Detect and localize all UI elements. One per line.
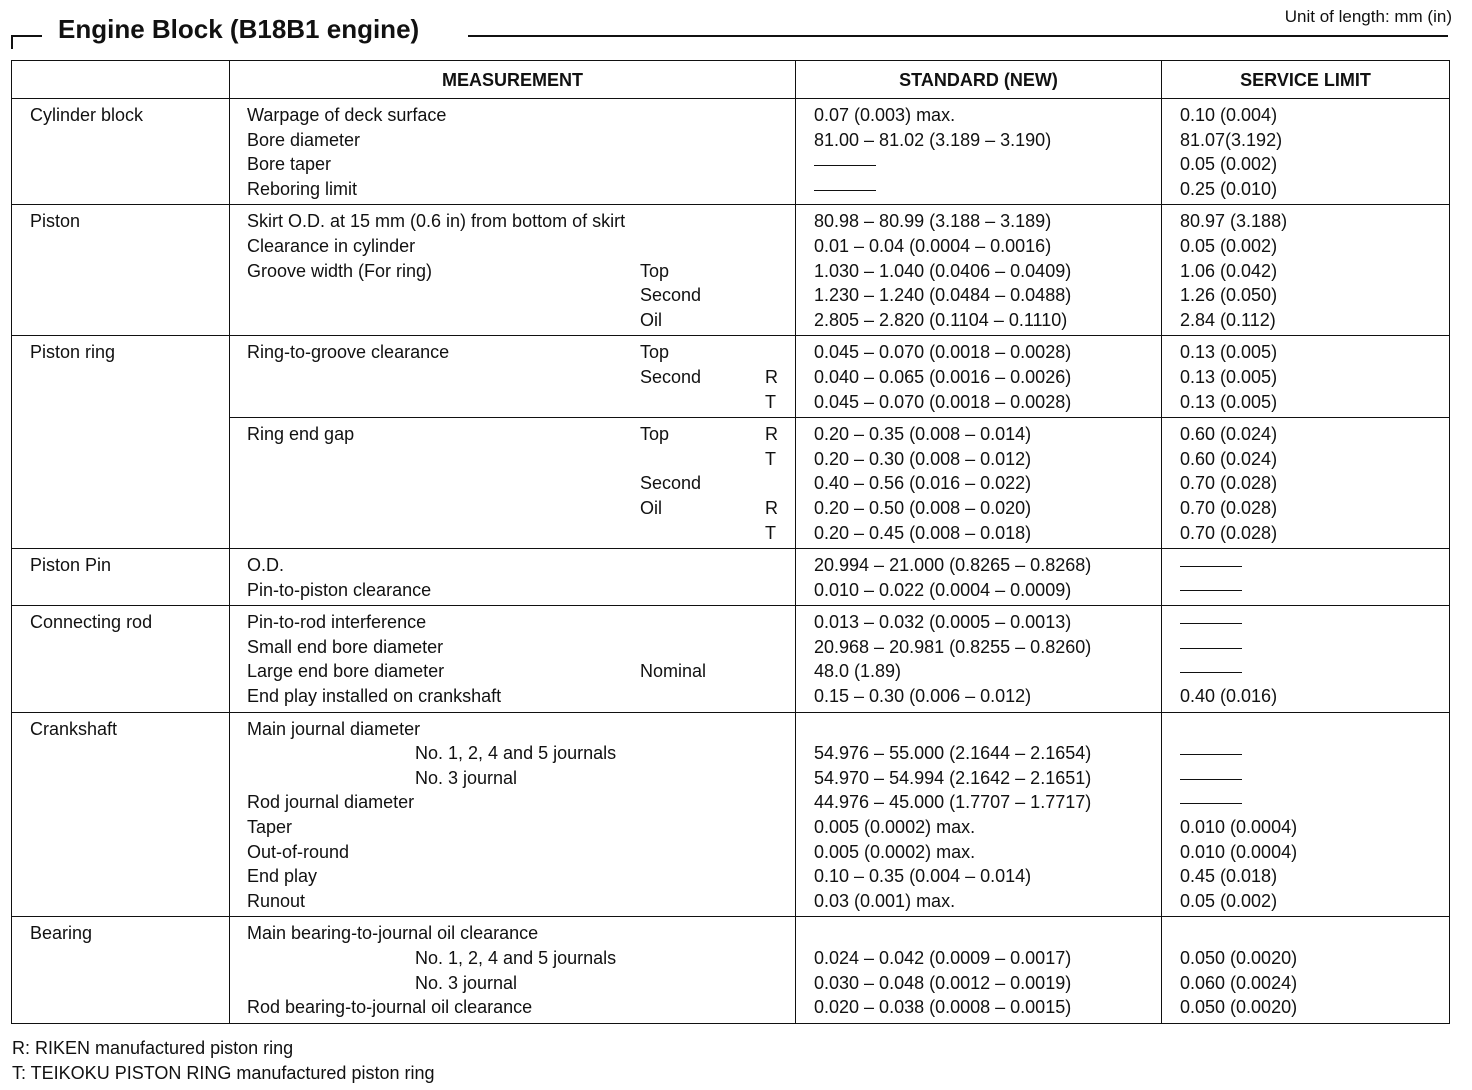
standard-value: 0.005 (0.0002) max.: [814, 817, 976, 838]
item-label: Rod bearing-to-journal oil clearance: [247, 997, 533, 1018]
maker-code: T: [765, 522, 776, 543]
limit-value: 0.70 (0.028): [1180, 522, 1278, 543]
item-label: Main journal diameter: [247, 718, 421, 739]
item-label: Skirt O.D. at 15 mm (0.6 in) from bottom of skirt: [247, 211, 626, 232]
sub-label: Top: [640, 260, 670, 281]
standard-value: 0.20 – 0.35 (0.008 – 0.014): [814, 424, 1032, 445]
not-applicable-dash: [1180, 623, 1242, 624]
item-label: Ring-to-groove clearance: [247, 342, 450, 363]
measurement-cell: [230, 336, 796, 418]
item-label: Warpage of deck surface: [247, 105, 447, 125]
standard-value: 0.010 – 0.022 (0.0004 – 0.0009): [814, 579, 1072, 600]
standard-cell: [796, 418, 1162, 549]
item-label: Main bearing-to-journal oil clearance: [247, 923, 539, 944]
standard-cell: [796, 336, 1162, 418]
item-label: Clearance in cylinder: [247, 235, 416, 256]
standard-value: 54.970 – 54.994 (2.1642 – 2.1651): [814, 767, 1092, 788]
item-label: End play: [247, 866, 318, 887]
item-label: Taper: [247, 817, 293, 838]
not-applicable-dash: [1180, 590, 1242, 591]
standard-value: 0.045 – 0.070 (0.0018 – 0.0028): [814, 342, 1072, 363]
standard-value: 20.968 – 20.981 (0.8255 – 0.8260): [814, 636, 1092, 657]
limit-value: 0.060 (0.0024): [1180, 972, 1298, 993]
header-row: [12, 61, 1450, 99]
row-bearing: [12, 917, 1450, 1023]
limit-cell: [1162, 549, 1450, 606]
limit-value: 0.13 (0.005): [1180, 391, 1278, 412]
item-label: O.D.: [247, 555, 285, 576]
limit-value: 0.050 (0.0020): [1180, 948, 1298, 968]
maker-code: R: [765, 497, 778, 518]
category-crankshaft: Crankshaft: [12, 712, 230, 917]
standard-value: 0.013 – 0.032 (0.0005 – 0.0013): [814, 612, 1072, 633]
limit-cell: [1162, 712, 1450, 917]
maker-code: T: [765, 391, 776, 412]
category-cylinder-block: Cylinder block: [12, 99, 230, 205]
row-piston-pin: [12, 549, 1450, 606]
item-label: Bore diameter: [247, 129, 361, 150]
limit-value: 0.13 (0.005): [1180, 366, 1278, 387]
not-applicable-dash: [1180, 672, 1242, 673]
measurement-cell: [230, 205, 796, 336]
limit-value: 1.06 (0.042): [1180, 260, 1278, 281]
standard-value: 0.03 (0.001) max.: [814, 890, 956, 911]
standard-cell: [796, 99, 1162, 205]
item-label: Out-of-round: [247, 841, 350, 862]
row-connecting-rod: [12, 606, 1450, 712]
standard-cell: [796, 712, 1162, 917]
not-applicable-dash: [1180, 779, 1242, 780]
standard-value: 0.20 – 0.50 (0.008 – 0.020): [814, 497, 1032, 518]
maker-code: T: [765, 448, 776, 469]
row-cylinder-block: [12, 99, 1450, 205]
standard-cell: [796, 205, 1162, 336]
category-connecting-rod: Connecting rod: [12, 606, 230, 712]
standard-value: 0.045 – 0.070 (0.0018 – 0.0028): [814, 391, 1072, 412]
limit-value: 0.25 (0.010): [1180, 178, 1278, 199]
limit-value: 0.10 (0.004): [1180, 105, 1278, 125]
standard-cell: [796, 606, 1162, 712]
category-piston-pin: Piston Pin: [12, 549, 230, 606]
footnote-t: T: TEIKOKU PISTON RING manufactured piston ring: [12, 1063, 435, 1083]
not-applicable-dash: [1180, 803, 1242, 804]
standard-value: 0.07 (0.003) max.: [814, 105, 956, 125]
category-piston: Piston: [12, 205, 230, 336]
sub-label: Second: [640, 285, 702, 306]
limit-value: 80.97 (3.188): [1180, 211, 1288, 232]
standard-value: 0.01 – 0.04 (0.0004 – 0.0016): [814, 235, 1052, 256]
title-rule-tick: [11, 35, 13, 49]
standard-value: 0.20 – 0.30 (0.008 – 0.012): [814, 448, 1032, 469]
item-label: Pin-to-rod interference: [247, 612, 427, 633]
header-blank: [12, 61, 230, 99]
not-applicable-dash: [1180, 754, 1242, 755]
standard-value: 0.20 – 0.45 (0.008 – 0.018): [814, 522, 1032, 543]
standard-value: 80.98 – 80.99 (3.188 – 3.189): [814, 211, 1052, 232]
maker-code: R: [765, 424, 778, 445]
item-label: Small end bore diameter: [247, 636, 444, 657]
limit-cell: [1162, 418, 1450, 549]
limit-value: 1.26 (0.050): [1180, 285, 1278, 306]
item-label: No. 1, 2, 4 and 5 journals: [415, 743, 617, 764]
sub-label: Top: [640, 424, 670, 445]
limit-value: 0.010 (0.0004): [1180, 841, 1298, 862]
measurement-cell: [230, 549, 796, 606]
standard-value: 81.00 – 81.02 (3.189 – 3.190): [814, 129, 1052, 150]
limit-cell: [1162, 606, 1450, 712]
standard-cell: [796, 917, 1162, 1023]
title-rule-left: [12, 35, 42, 37]
not-applicable-dash: [1180, 648, 1242, 649]
item-label: Bore taper: [247, 154, 332, 175]
standard-value: 0.020 – 0.038 (0.0008 – 0.0015): [814, 997, 1072, 1018]
item-label: Ring end gap: [247, 424, 355, 445]
standard-value: 0.040 – 0.065 (0.0016 – 0.0026): [814, 366, 1072, 387]
row-crankshaft: [12, 712, 1450, 917]
standard-value: 54.976 – 55.000 (2.1644 – 2.1654): [814, 743, 1092, 764]
measurement-cell: [230, 99, 796, 205]
limit-value: 0.45 (0.018): [1180, 866, 1278, 887]
measurement-cell: [230, 418, 796, 549]
limit-value: 2.84 (0.112): [1180, 309, 1276, 330]
item-label: End play installed on crankshaft: [247, 686, 502, 707]
limit-value: 0.40 (0.016): [1180, 686, 1278, 707]
category-piston-ring: Piston ring: [12, 336, 230, 549]
standard-value: 48.0 (1.89): [814, 661, 902, 682]
standard-value: 44.976 – 45.000 (1.7707 – 1.7717): [814, 792, 1092, 813]
not-applicable-dash: [814, 190, 876, 191]
limit-value: 0.010 (0.0004): [1180, 817, 1298, 838]
limit-value: 0.60 (0.024): [1180, 424, 1278, 445]
item-label: Large end bore diameter: [247, 661, 445, 682]
standard-value: 2.805 – 2.820 (0.1104 – 0.1110): [814, 309, 1068, 330]
page-title: Engine Block (B18B1 engine): [52, 14, 425, 45]
not-applicable-dash: [814, 165, 876, 166]
header-measurement: MEASUREMENT: [230, 61, 796, 99]
standard-value: 1.030 – 1.040 (0.0406 – 0.0409): [814, 260, 1072, 281]
standard-cell: [796, 549, 1162, 606]
row-piston: [12, 205, 1450, 336]
sub-label: Nominal: [640, 661, 707, 682]
row-piston-ring-groove: [12, 336, 1450, 418]
header-standard: STANDARD (NEW): [796, 61, 1162, 99]
item-label: Rod journal diameter: [247, 792, 415, 813]
item-label: Pin-to-piston clearance: [247, 579, 432, 600]
sub-label: Top: [640, 342, 670, 363]
maker-code: R: [765, 366, 778, 387]
item-label: Runout: [247, 890, 306, 911]
limit-value: 0.05 (0.002): [1180, 890, 1278, 911]
measurement-cell: [230, 712, 796, 917]
measurement-cell: [230, 606, 796, 712]
footnotes: [12, 1036, 435, 1086]
item-label: No. 3 journal: [415, 972, 518, 993]
sub-label: Second: [640, 366, 702, 387]
limit-cell: [1162, 917, 1450, 1023]
limit-value: 0.60 (0.024): [1180, 448, 1278, 469]
sub-label: Oil: [640, 497, 662, 518]
standard-value: 0.030 – 0.048 (0.0012 – 0.0019): [814, 972, 1072, 993]
limit-value: 0.05 (0.002): [1180, 154, 1278, 175]
limit-cell: [1162, 99, 1450, 205]
item-label: No. 3 journal: [415, 767, 518, 788]
sub-label: Second: [640, 473, 702, 494]
limit-cell: [1162, 205, 1450, 336]
measurement-cell: [230, 917, 796, 1023]
limit-value: 0.70 (0.028): [1180, 497, 1278, 518]
spec-table: [11, 60, 1450, 1024]
not-applicable-dash: [1180, 566, 1242, 567]
standard-value: 0.40 – 0.56 (0.016 – 0.022): [814, 473, 1032, 494]
limit-value: 0.05 (0.002): [1180, 235, 1278, 256]
limit-value: 0.13 (0.005): [1180, 342, 1278, 363]
item-label: Reboring limit: [247, 178, 358, 199]
footnote-r: R: RIKEN manufactured piston ring: [12, 1038, 294, 1058]
unit-note: Unit of length: mm (in): [1284, 7, 1452, 26]
standard-value: 0.024 – 0.042 (0.0009 – 0.0017): [814, 948, 1072, 968]
title-rule-right: [468, 35, 1448, 37]
sub-label: Oil: [640, 309, 662, 330]
standard-value: 0.005 (0.0002) max.: [814, 841, 976, 862]
standard-value: 20.994 – 21.000 (0.8265 – 0.8268): [814, 555, 1092, 576]
standard-value: 1.230 – 1.240 (0.0484 – 0.0488): [814, 285, 1072, 306]
standard-value: 0.15 – 0.30 (0.006 – 0.012): [814, 686, 1032, 707]
header-limit: SERVICE LIMIT: [1162, 61, 1450, 99]
standard-value: 0.10 – 0.35 (0.004 – 0.014): [814, 866, 1032, 887]
limit-value: 0.050 (0.0020): [1180, 997, 1298, 1018]
limit-value: 81.07(3.192): [1180, 129, 1283, 150]
limit-value: 0.70 (0.028): [1180, 473, 1278, 494]
item-label: No. 1, 2, 4 and 5 journals: [415, 948, 617, 968]
limit-cell: [1162, 336, 1450, 418]
item-label: Groove width (For ring): [247, 260, 433, 281]
category-bearing: Bearing: [12, 917, 230, 1023]
